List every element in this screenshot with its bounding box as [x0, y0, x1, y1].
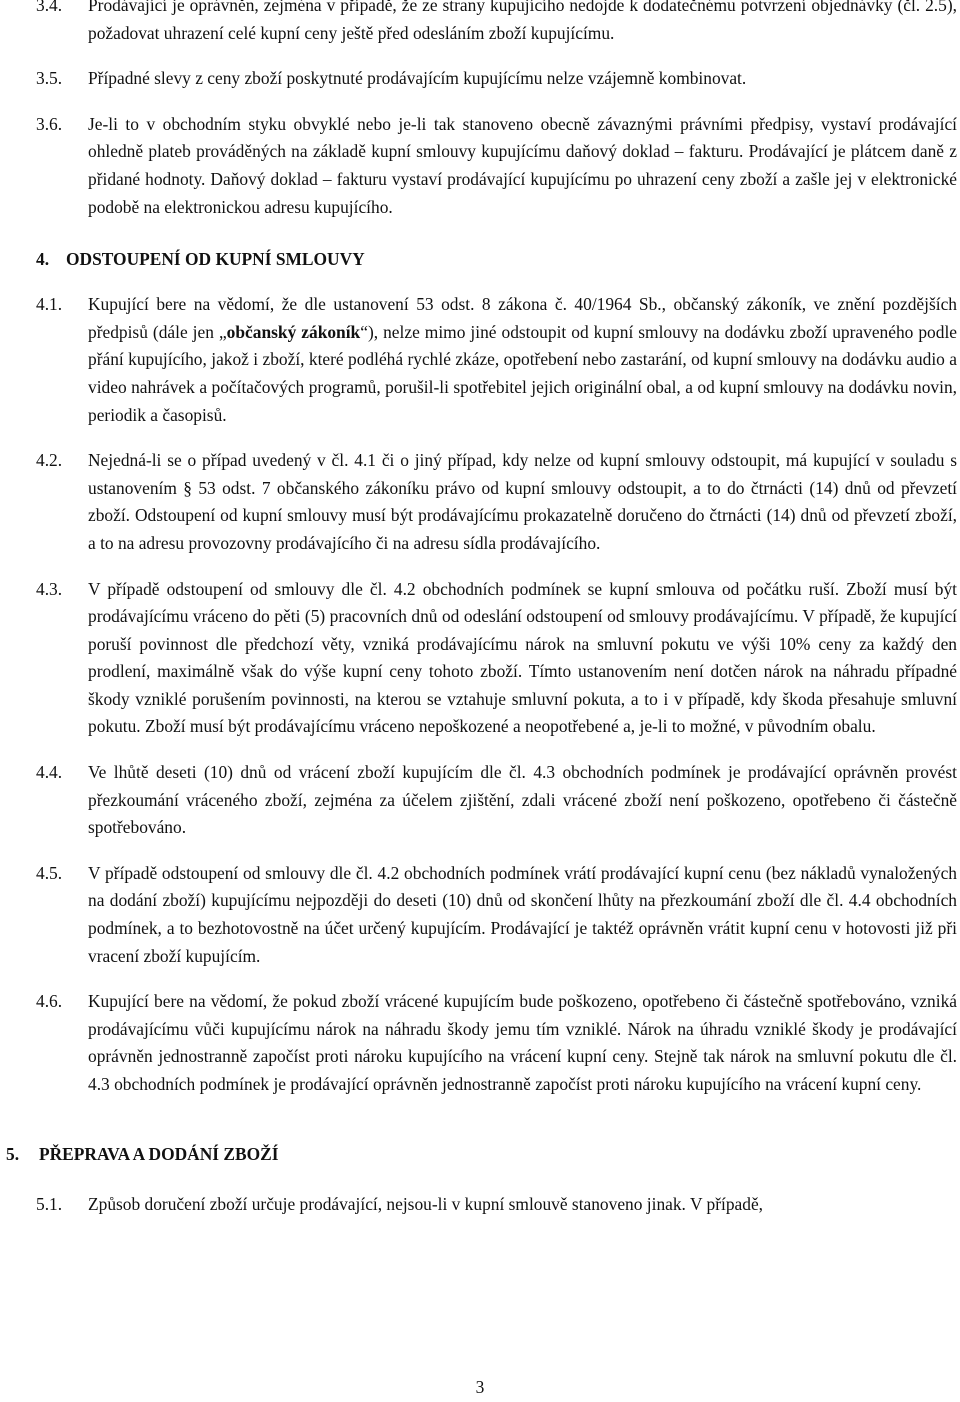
clause-number: 4.4.: [36, 762, 63, 783]
section-heading-5: [0, 1141, 960, 1169]
clause-text-part: Kupující bere na vědomí, že dle ustanovení 53 odst. 8 zákona č. 40/1964 Sb., občanský zákoník, ve znění pozdějších předpisů (dále jen „: [88, 294, 957, 342]
clause-number: 4.1.: [36, 294, 63, 315]
clause-3-6: [0, 111, 960, 221]
clause-5-1: [0, 1191, 960, 1219]
clause-text: Nejedná-li se o případ uvedený v čl. 4.1 či o jiný případ, kdy nelze od kupní smlouvy odstoupit, má kupující v souladu s ustanovením § 53 odst. 7 občanského zákoníku právo od kupní smlouvy odstoupit, a to do čtrnácti (14) dnů od převzetí zboží. Odstoupení od kupní smlouvy musí být prodávajícímu prokazatelně doručeno do čtrnácti (14) dnů od převzetí zboží, a to na adresu provozovny prodávajícího či na adresu sídla prodávajícího.: [88, 450, 957, 553]
clause-number: 3.6.: [36, 113, 63, 134]
clause-text: Ve lhůtě deseti (10) dnů od vrácení zboží kupujícím dle čl. 4.3 obchodních podmínek je prodávající oprávněn provést přezkoumání vráceného zboží, zejména za účelem zjištění, zdali vrácené zboží není poškozeno, opotřebeno či částečně spotřebováno.: [88, 762, 957, 838]
clause-4-3: [0, 576, 960, 742]
defined-term: občanský zákoník: [226, 321, 361, 342]
clause-3-4: [0, 0, 960, 47]
section-number: 4.: [36, 249, 50, 270]
section-heading-4: [0, 246, 960, 274]
clause-3-5: [0, 65, 960, 93]
clause-text: Způsob doručení zboží určuje prodávající, nejsou-li v kupní smlouvě stanoveno jinak. V případě,: [88, 1193, 764, 1214]
clause-number: 5.1.: [36, 1193, 63, 1214]
clause-number: 3.5.: [36, 68, 63, 89]
clause-text: V případě odstoupení od smlouvy dle čl. 4.2 obchodních podmínek se kupní smlouva od počátku ruší. Zboží musí být prodávajícímu vráceno do pěti (5) pracovních dnů od odeslání odstoupení od smlouvy prodávajícímu. V případě, že kupující poruší povinnost dle předchozí věty, vzniká prodávajícímu nárok na smluvní pokutu ve výši 10% ceny za každý den prodlení, maximálně však do výše kupní ceny tohoto zboží. Tímto ustanovením není dotčen nárok na náhradu případné škody vzniklé porušením povinnosti, na kterou se vztahuje smluvní pokuta, a to i v případě, kdy škoda přesahuje smluvní pokutu. Zboží musí být prodávajícímu vráceno nepoškozené a neopotřebené a, je-li to možné, v původním obalu.: [88, 578, 957, 737]
clause-number: 4.2.: [36, 450, 63, 471]
section-title: ODSTOUPENÍ OD KUPNÍ SMLOUVY: [66, 249, 365, 270]
section-title: PŘEPRAVA A DODÁNÍ ZBOŽÍ: [39, 1143, 279, 1164]
clause-number: 3.4.: [36, 0, 63, 15]
clause-4-5: [0, 860, 960, 970]
clause-4-4: [0, 759, 960, 842]
clause-number: 4.3.: [36, 578, 63, 599]
page-number: 3: [475, 1377, 485, 1397]
clause-4-6: [0, 988, 960, 1098]
clause-number: 4.5.: [36, 862, 63, 883]
clause-text-part: “), nelze mimo jiné odstoupit od kupní smlouvy na dodávku zboží upraveného podle přání kupujícího, jakož i zboží, které podléhá rychlé zkáze, opotřebení nebo zastarání, od kupní smlouvy na dodávku audio a video nahrávek a počítačových programů, porušil-li spotřebitel jejich originální obal, a od kupní smlouvy na dodávku novin, periodik a časopisů.: [88, 321, 957, 425]
clause-text: V případě odstoupení od smlouvy dle čl. 4.2 obchodních podmínek vrátí prodávající kupní cenu (bez nákladů vynaložených na dodání zboží) kupujícímu nejpozději do deseti (10) dnů od skončení lhůty na přezkoumání zboží dle čl. 4.4 obchodních podmínek, a to bezhotovostně na účet určený kupujícím. Prodávající je taktéž oprávněn vrátit kupní cenu v hotovosti již při vracení zboží kupujícím.: [88, 862, 957, 966]
clause-text: Prodávající je oprávněn, zejména v případě, že ze strany kupujícího nedojde k dodatečnému potvrzení objednávky (čl. 2.5), požadovat uhrazení celé kupní ceny ještě před odesláním zboží kupujícímu.: [88, 0, 957, 43]
clause-number: 4.6.: [36, 991, 63, 1012]
clause-4-2: [0, 447, 960, 557]
section-number: 5.: [6, 1143, 20, 1164]
clause-text: [88, 291, 957, 429]
clause-4-1: [0, 291, 960, 429]
clause-text: Případné slevy z ceny zboží poskytnuté prodávajícím kupujícímu nelze vzájemně kombinovat.: [88, 68, 747, 89]
clause-text: Kupující bere na vědomí, že pokud zboží vrácené kupujícím bude poškozeno, opotřebeno či částečně spotřebováno, vzniká prodávajícímu vůči kupujícímu nárok na náhradu škody jemu tím vzniklé. Nárok na úhradu vzniklé škody je prodávající oprávněn jednostranně započíst proti nároku kupujícího na vrácení kupní ceny. Stejně tak nárok na smluvní pokutu dle čl. 4.3 obchodních podmínek je prodávající oprávněn jednostranně započíst proti nároku kupujícího na vrácení kupní ceny.: [88, 991, 957, 1094]
clause-text: Je-li to v obchodním styku obvyklé nebo je-li tak stanoveno obecně závaznými právními předpisy, vystaví prodávající ohledně plateb prováděných na základě kupní smlouvy kupujícímu daňový doklad – fakturu. Prodávající je plátcem daně z přidané hodnoty. Daňový doklad – fakturu vystaví prodávající kupujícímu po uhrazení ceny zboží a zašle jej v elektronické podobě na elektronickou adresu kupujícího.: [88, 113, 957, 217]
